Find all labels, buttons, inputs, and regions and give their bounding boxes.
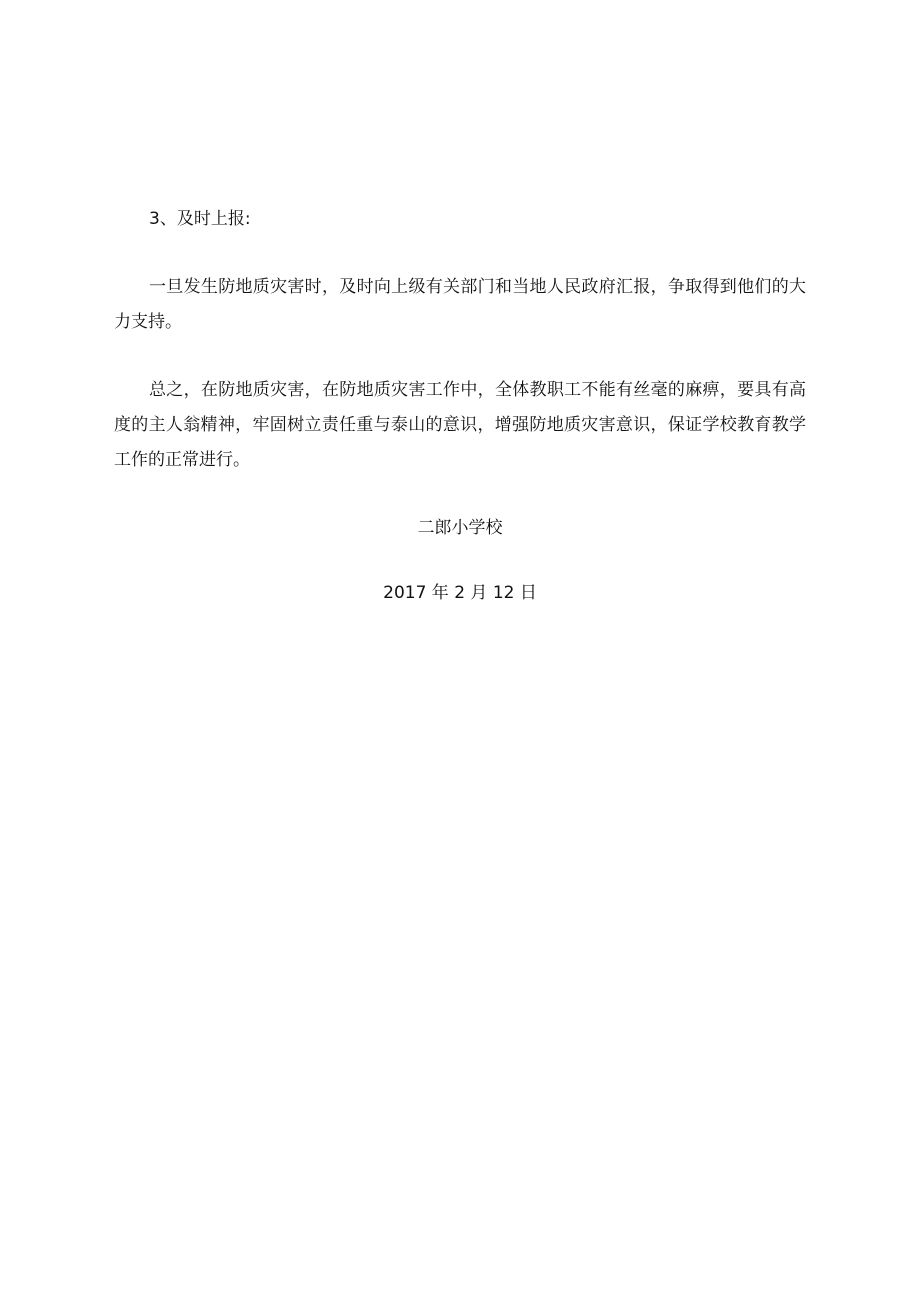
document-body	[114, 202, 806, 611]
report-paragraph: 一旦发生防地质灾害时，及时向上级有关部门和当地人民政府汇报，争取得到他们的大力支持。	[114, 277, 806, 332]
section-heading: 3、及时上报:	[149, 209, 251, 229]
signature-date: 2017 年 2 月 12 日	[383, 583, 537, 603]
signature-school: 二郎小学校	[417, 518, 503, 538]
summary-paragraph: 总之，在防地质灾害，在防地质灾害工作中，全体教职工不能有丝毫的麻痹，要具有高度的主人翁精神，牢固树立责任重与泰山的意识，增强防地质灾害意识，保证学校教育教学工作的正常进行。	[114, 380, 806, 470]
